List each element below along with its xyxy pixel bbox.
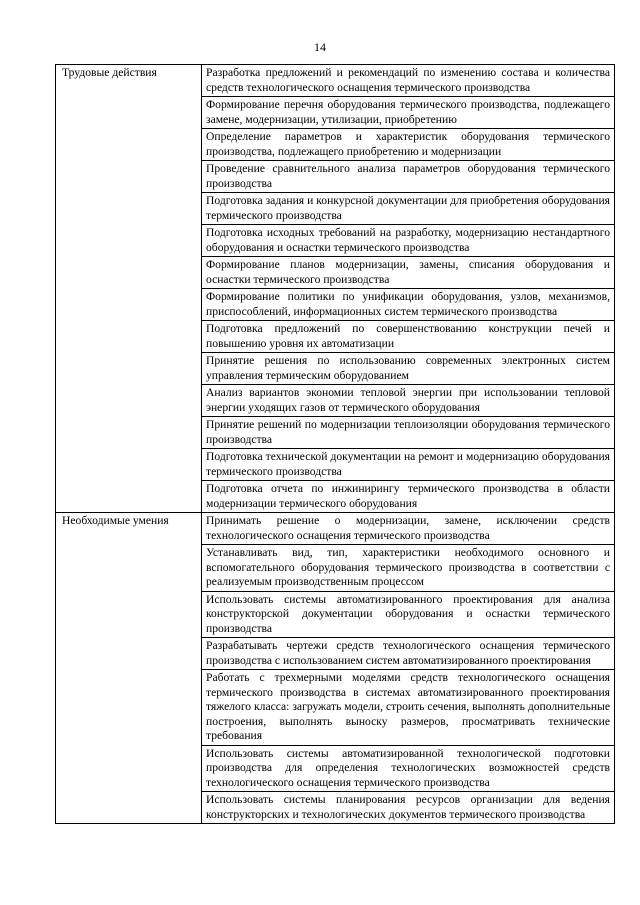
section-item: Формирование планов модернизации, замены, списания оборудования и оснастки термического производства bbox=[202, 257, 615, 289]
section-label: Необходимые умения bbox=[56, 513, 202, 824]
section-item: Разрабатывать чертежи средств технологического оснащения термического производства с использованием систем автоматизированного проектирования bbox=[202, 638, 615, 670]
page-number: 14 bbox=[314, 40, 326, 54]
section-item: Формирование перечня оборудования термического производства, подлежащего замене, модернизации, утилизации, приобретению bbox=[202, 97, 615, 129]
section-item: Принятие решения по использованию современных электронных систем управления термическим оборудованием bbox=[202, 353, 615, 385]
section-item: Формирование политики по унификации оборудования, узлов, механизмов, приспособлений, информационных систем термического производства bbox=[202, 289, 615, 321]
section-item: Подготовка задания и конкурсной документации для приобретения оборудования термического производства bbox=[202, 193, 615, 225]
section-item: Подготовка предложений по совершенствованию конструкции печей и повышению уровня их автоматизации bbox=[202, 321, 615, 353]
section-item: Принимать решение о модернизации, замене, исключении средств технологического оснащения термического производства bbox=[202, 513, 615, 545]
section-item: Разработка предложений и рекомендаций по изменению состава и количества средств технологического оснащения термического производства bbox=[202, 65, 615, 97]
competency-table bbox=[55, 64, 615, 824]
section-label: Трудовые действия bbox=[56, 65, 202, 513]
section-item: Анализ вариантов экономии тепловой энергии при использовании тепловой энергии уходящих газов от термического оборудования bbox=[202, 385, 615, 417]
table-row bbox=[56, 65, 615, 97]
section-item: Подготовка исходных требований на разработку, модернизацию нестандартного оборудования и оснастки термического производства bbox=[202, 225, 615, 257]
table-row bbox=[56, 513, 615, 545]
section-item: Использовать системы автоматизированной технологической подготовки производства для определения технологических возможностей средств технологического оснащения термического производства bbox=[202, 745, 615, 792]
section-item: Определение параметров и характеристик оборудования термического производства, подлежащего приобретению и модернизации bbox=[202, 129, 615, 161]
section-item: Подготовка отчета по инжинирингу термического производства в области модернизации термического оборудования bbox=[202, 481, 615, 513]
section-item: Использовать системы автоматизированного проектирования для анализа конструкторской документации оборудования и оснастки термического производства bbox=[202, 591, 615, 638]
table-body bbox=[56, 65, 615, 824]
section-item: Работать с трехмерными моделями средств технологического оснащения термического производства в системах автоматизированного проектирования тяжелого класса: загружать модели, строить сечения, выполнять дополнительные построения, выполнять выноску размеров, просматривать технические требования bbox=[202, 670, 615, 746]
section-item: Принятие решений по модернизации теплоизоляции оборудования термического производства bbox=[202, 417, 615, 449]
section-item: Подготовка технической документации на ремонт и модернизацию оборудования термического производства bbox=[202, 449, 615, 481]
section-item: Проведение сравнительного анализа параметров оборудования термического производства bbox=[202, 161, 615, 193]
section-item: Устанавливать вид, тип, характеристики необходимого основного и вспомогательного оборудования термического производства в соответствии с реализуемым производственным процессом bbox=[202, 545, 615, 592]
section-item: Использовать системы планирования ресурсов организации для ведения конструкторских и технологических документов термического производства bbox=[202, 792, 615, 824]
